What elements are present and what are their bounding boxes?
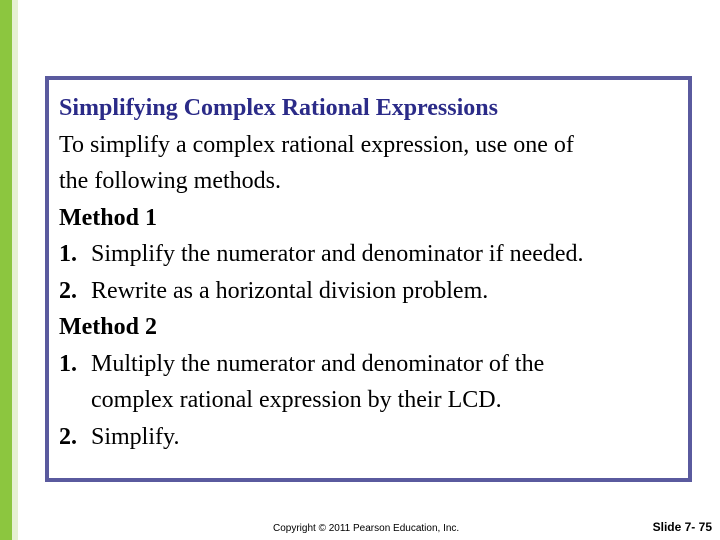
step-number: 2. [59, 277, 77, 304]
left-accent-bar [0, 0, 12, 540]
intro-line-2: the following methods. [59, 168, 281, 194]
method-2-step-1 [59, 346, 680, 383]
method-1-step-1 [59, 236, 680, 273]
step-text: Multiply the numerator and denominator of the [91, 350, 545, 377]
step-text: Rewrite as a horizontal division problem. [91, 277, 489, 304]
method-2-heading: Method 2 [59, 314, 157, 340]
method-1-step-2 [59, 273, 680, 310]
step-text: Simplify the numerator and denominator if needed. [91, 241, 584, 267]
slide-title: Simplifying Complex Rational Expressions [59, 95, 498, 121]
slide-number: Slide 7- 75 [652, 520, 712, 534]
step-number: 1. [59, 241, 77, 267]
step-number: 1. [59, 350, 77, 377]
method-2-step-1-continuation: complex rational expression by their LCD. [91, 387, 502, 413]
step-text: Simplify. [91, 423, 180, 450]
intro-line-1: To simplify a complex rational expression, use one of [59, 131, 574, 158]
content-box [45, 76, 692, 482]
method-2-step-2 [59, 419, 680, 456]
method-1-heading: Method 1 [59, 204, 157, 231]
step-number: 2. [59, 423, 77, 450]
copyright-notice: Copyright © 2011 Pearson Education, Inc. [273, 523, 460, 534]
